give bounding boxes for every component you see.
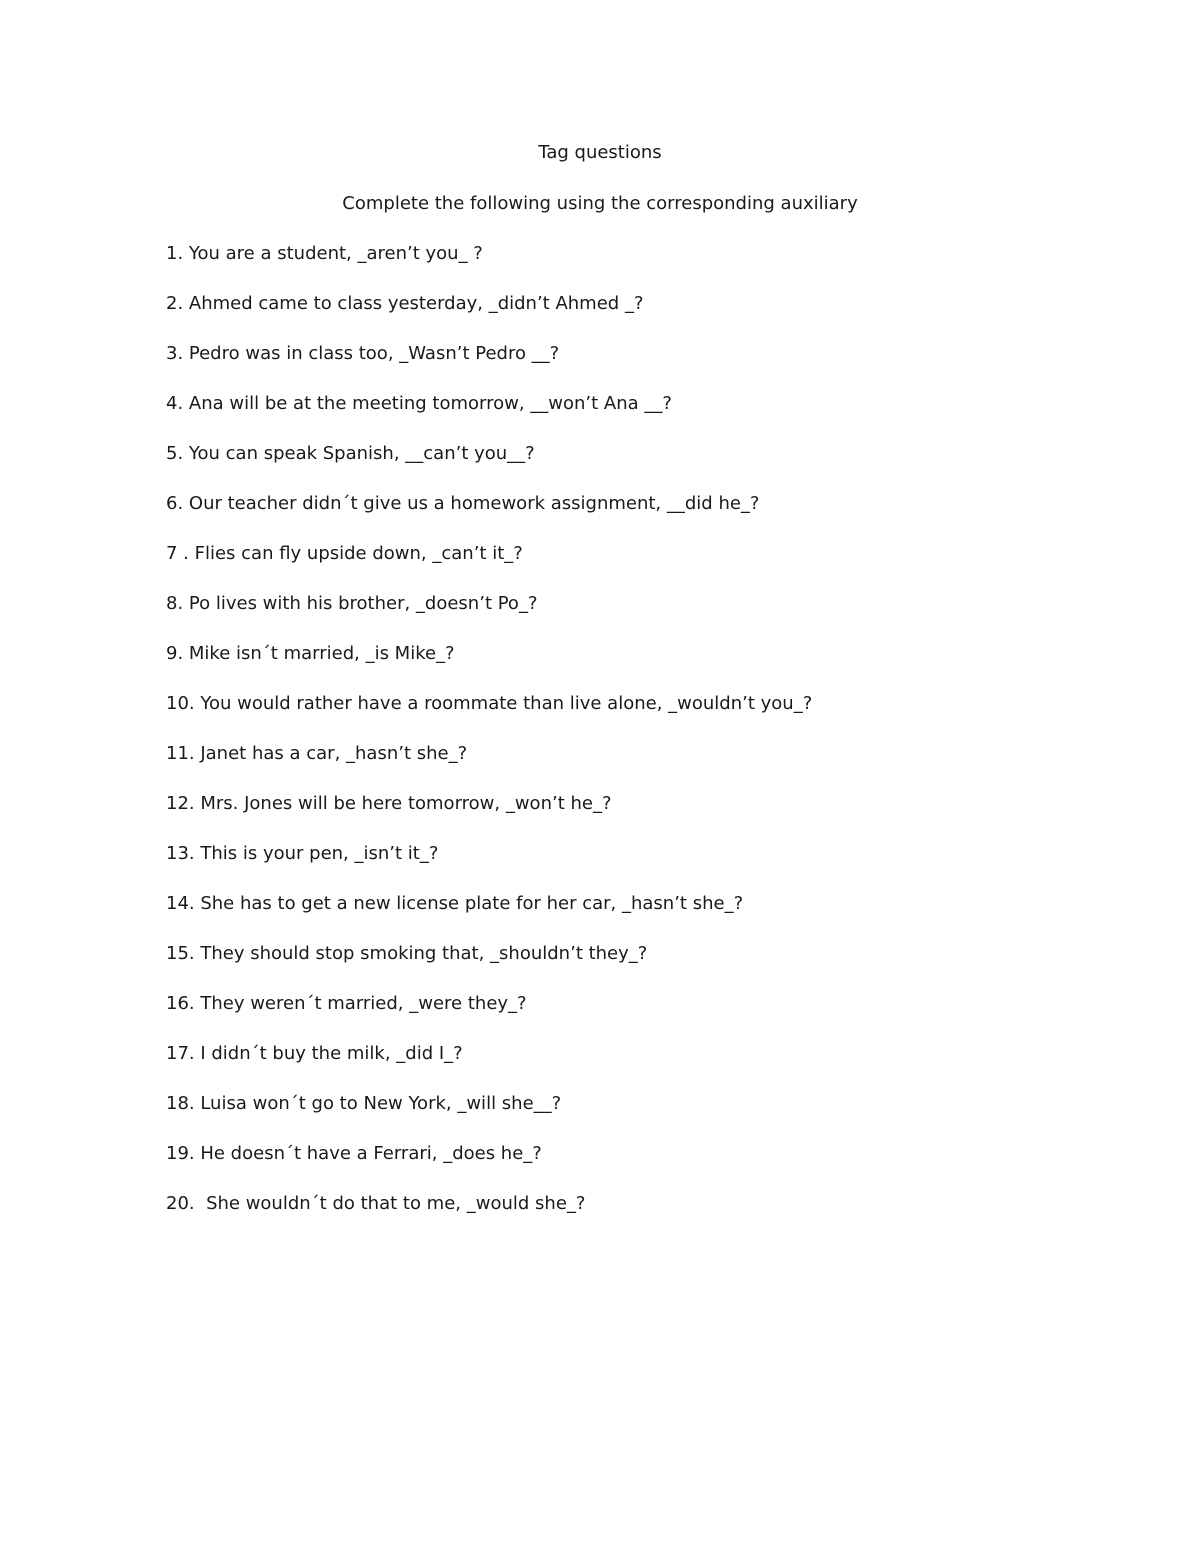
question-item-13: 13. This is your pen, _isn’t it_? xyxy=(166,843,439,864)
question-item-4: 4. Ana will be at the meeting tomorrow, __won’t Ana __? xyxy=(166,393,672,414)
question-item-5: 5. You can speak Spanish, __can’t you__? xyxy=(166,443,535,464)
question-item-3: 3. Pedro was in class too, _Wasn’t Pedro __? xyxy=(166,343,560,364)
document-instructions: Complete the following using the corresponding auxiliary xyxy=(342,193,858,214)
question-item-17: 17. I didn´t buy the milk, _did I_? xyxy=(166,1043,463,1064)
question-item-19: 19. He doesn´t have a Ferrari, _does he_? xyxy=(166,1143,542,1164)
question-item-16: 16. They weren´t married, _were they_? xyxy=(166,993,527,1014)
question-item-6: 6. Our teacher didn´t give us a homework assignment, __did he_? xyxy=(166,493,760,514)
question-item-8: 8. Po lives with his brother, _doesn’t Po_? xyxy=(166,593,538,614)
document-title: Tag questions xyxy=(538,142,662,163)
question-item-14: 14. She has to get a new license plate for her car, _hasn’t she_? xyxy=(166,893,744,914)
question-item-1: 1. You are a student, _aren’t you_ ? xyxy=(166,243,483,264)
question-item-9: 9. Mike isn´t married, _is Mike_? xyxy=(166,643,455,664)
question-item-15: 15. They should stop smoking that, _shouldn’t they_? xyxy=(166,943,648,964)
question-item-2: 2. Ahmed came to class yesterday, _didn’t Ahmed _? xyxy=(166,293,644,314)
question-item-20: 20. She wouldn´t do that to me, _would she_? xyxy=(166,1193,586,1214)
question-item-7: 7 . Flies can fly upside down, _can’t it_? xyxy=(166,543,523,564)
question-list xyxy=(166,241,812,1241)
question-item-11: 11. Janet has a car, _hasn’t she_? xyxy=(166,743,468,764)
question-item-10: 10. You would rather have a roommate than live alone, _wouldn’t you_? xyxy=(166,693,813,714)
question-item-12: 12. Mrs. Jones will be here tomorrow, _won’t he_? xyxy=(166,793,612,814)
question-item-18: 18. Luisa won´t go to New York, _will she__? xyxy=(166,1093,562,1114)
